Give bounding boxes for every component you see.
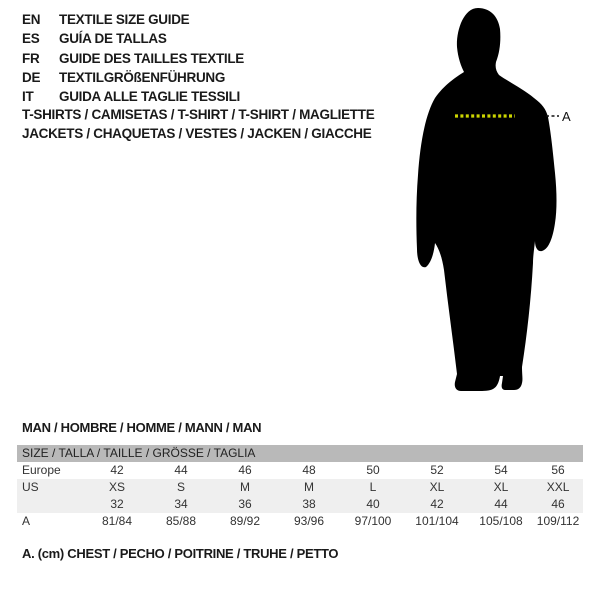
man-silhouette-shape [416,8,556,391]
table-cell: 97/100 [354,514,392,528]
table-cell: 105/108 [479,514,523,528]
table-cell: 81/84 [101,514,133,528]
table-cell: 89/92 [229,514,261,528]
table-cell: 46 [238,463,252,477]
language-row-de [22,68,244,87]
size-table [17,445,583,530]
section-title-man: MAN / HOMBRE / HOMME / MANN / MAN [22,420,262,435]
table-cell: 85/88 [165,514,197,528]
table-cell: XL [405,479,469,496]
table-cell: M [277,479,341,496]
garment-categories [22,105,374,144]
table-cell: M [213,479,277,496]
row-label [17,496,85,513]
language-code: DE [22,69,41,85]
row-label: US [17,479,85,496]
language-code: FR [22,50,40,66]
table-row-us-numbers [17,496,583,513]
category-line-tshirts: T-SHIRTS / CAMISETAS / T-SHIRT / T-SHIRT / MAGLIETTE [22,107,375,122]
language-row-en [22,10,244,29]
row-label: A [22,514,31,528]
table-cell: 44 [469,496,533,513]
language-label: TEXTILE SIZE GUIDE [59,12,190,27]
table-cell: XS [85,479,149,496]
man-silhouette-svg [411,5,577,397]
table-cell: 34 [149,496,213,513]
table-cell: 50 [366,463,380,477]
table-cell: 109/112 [536,514,580,528]
language-code: ES [22,31,40,47]
table-row-us-letters [17,479,583,496]
size-table-container [17,445,583,530]
table-cell: L [341,479,405,496]
table-cell: S [149,479,213,496]
table-cell: 54 [494,463,508,477]
language-row-es [22,29,244,48]
table-cell: 42 [110,463,124,477]
table-cell: 32 [85,496,149,513]
table-cell: 48 [302,463,316,477]
language-code: IT [22,89,34,105]
table-cell: 36 [213,496,277,513]
table-cell: 44 [174,463,188,477]
table-cell: 93/96 [293,514,325,528]
table-row-chest-cm [17,513,583,530]
table-cell: 56 [551,463,565,477]
table-cell: 38 [277,496,341,513]
table-row-europe [17,462,583,479]
category-line-jackets: JACKETS / CHAQUETAS / VESTES / JACKEN / GIACCHE [22,126,372,142]
row-label: Europe [22,463,61,477]
size-table-header-row [17,445,583,462]
size-table-header-label: SIZE / TALLA / TAILLE / GRÖSSE / TAGLIA [17,445,583,462]
table-cell: XXL [533,479,583,496]
man-silhouette-figure [411,5,577,397]
measurement-footnote: A. (cm) CHEST / PECHO / POITRINE / TRUHE / PETTO [22,546,339,561]
table-cell: 42 [405,496,469,513]
language-label: GUIDE DES TAILLES TEXTILE [59,50,245,66]
table-cell: XL [469,479,533,496]
table-cell: 52 [430,463,444,477]
measure-label-a: A [562,109,571,124]
table-cell: 46 [533,496,583,513]
language-list [22,10,244,106]
language-label: GUIDA ALLE TAGLIE TESSILI [59,89,240,105]
table-cell: 101/104 [415,514,459,528]
table-cell: 40 [341,496,405,513]
language-row-it [22,87,244,106]
language-label: TEXTILGRÖßENFÜHRUNG [59,69,226,85]
language-code: EN [22,12,41,27]
language-label: GUÍA DE TALLAS [59,31,167,47]
language-row-fr [22,49,244,68]
